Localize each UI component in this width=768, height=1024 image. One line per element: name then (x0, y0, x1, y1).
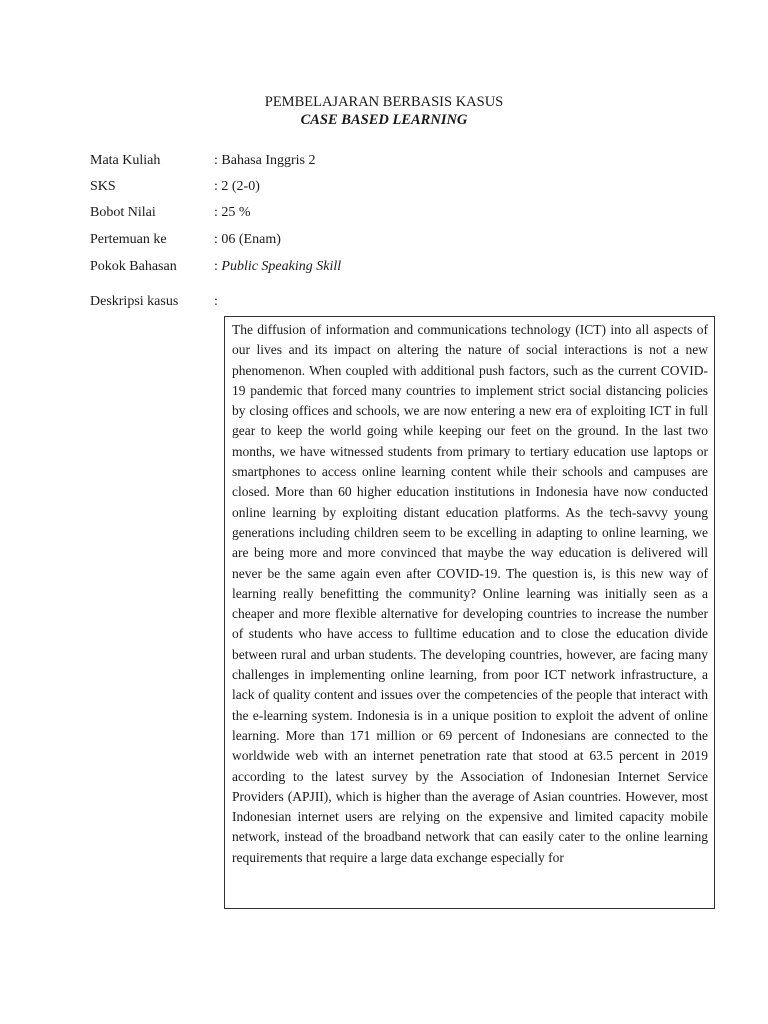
meta-value: : (214, 294, 218, 309)
document-subtitle: CASE BASED LEARNING (300, 112, 468, 128)
meta-value (214, 258, 341, 276)
meta-label: SKS (90, 179, 116, 194)
meta-value: : 06 (Enam) (214, 232, 281, 247)
meta-value: : 25 % (214, 205, 251, 220)
meta-value: : Bahasa Inggris 2 (214, 153, 316, 168)
case-description-box (224, 316, 715, 909)
topic-value: Public Speaking Skill (221, 259, 342, 274)
meta-label: Mata Kuliah (90, 153, 161, 168)
meta-label: Bobot Nilai (90, 205, 156, 220)
meta-label: Deskripsi kasus (90, 294, 179, 309)
meta-label: Pertemuan ke (90, 232, 167, 247)
meta-value-prefix: : (214, 259, 222, 274)
meta-value: : 2 (2-0) (214, 179, 260, 194)
document-title: PEMBELAJARAN BERBASIS KASUS (264, 94, 504, 110)
meta-label: Pokok Bahasan (90, 259, 177, 274)
case-description-text: The diffusion of information and communications technology (ICT) into all aspects of our lives and its impact on altering the nature of social interactions is not a new phenomenon. When coupled with additional push factors, such as the current COVID-19 pandemic that forced many countries to implement strict social distancing policies by closing offices and schools, we are now entering a new era of exploiting ICT in full gear to keep the world going while keeping our feet on the ground. In the last two months, we have witnessed students from primary to tertiary education use laptops or smartphones to access online learning content while their schools and campuses are closed. More than 60 higher education institutions in Indonesia have now conducted online learning by exploiting distant education platforms. As the tech-savvy young generations including children seem to be excelling in adapting to online learning, we are being more and more convinced that maybe the way education is delivered will never be the same again even after COVID-19. The question is, is this new way of learning really benefitting the community? Online learning was initially seen as a cheaper and more flexible alternative for developing countries to increase the number of students who have access to fulltime education and to close the education divide between rural and urban students. The developing countries, however, are facing many challenges in implementing online learning, from poor ICT network infrastructure, a lack of quality content and issues over the competencies of the people that interact with the e-learning system. Indonesia is in a unique position to exploit the advent of online learning. More than 171 million or 69 percent of Indonesians are connected to the worldwide web with an internet penetration rate that stood at 63.5 percent in 2019 according to the latest survey by the Association of Indonesian Internet Service Providers (APJII), which is higher than the average of Asian countries. However, most Indonesian internet users are relying on the expensive and limited capacity mobile network, instead of the broadband network that can easily cater to the online learning requirements that require a large data exchange especially for (232, 322, 708, 865)
